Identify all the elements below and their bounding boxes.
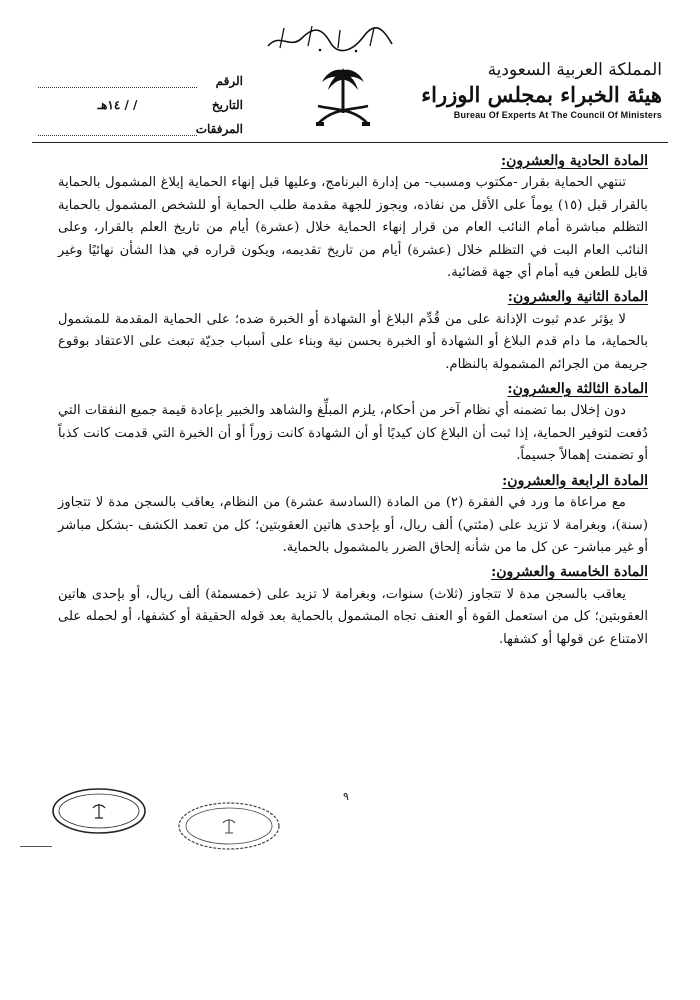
article-text: لا يؤثر عدم ثبوت الإدانة على من قُدِّم البلاغ أو الشهادة أو الخبرة ضده؛ على الحماية المقدمة للمشمول بالحماية، ما دام قدم البلاغ أو الشهادة أو الخبرة بحسن نية وبناء على أسباب جديّة تبعث على الاعتقاد بوقوع جريمة من الجرائم المشمولة بالنظام.	[58, 311, 648, 372]
article-heading: المادة الخامسة والعشرون:	[491, 564, 648, 581]
bismillah-glyph	[260, 22, 400, 56]
article-heading: المادة الثالثة والعشرون:	[507, 381, 648, 398]
article-23	[58, 378, 648, 468]
organization-name-english: Bureau Of Experts At The Council Of Ministers	[453, 110, 662, 120]
article-text: مع مراعاة ما ورد في الفقرة (٢) من المادة (السادسة عشرة) من النظام، يعاقب بالسجن مدة لا تتجاوز (سنة)، وبغرامة لا تزيد على (مئتي) ألف ريال، أو بإحدى هاتين العقوبتين؛ كل من تعمد الكشف -بشكل مباشر أو غير مباشر- عن كل ما من شأنه إلحاق الضرر بالمشمول بالحماية.	[58, 495, 648, 555]
article-22	[58, 286, 648, 376]
date-row	[38, 88, 243, 112]
attachments-label: المرفقات	[195, 122, 243, 136]
date-label: التاريخ	[211, 98, 243, 112]
header-divider	[32, 142, 668, 143]
official-stamp-2	[175, 800, 283, 852]
article-21	[58, 150, 648, 284]
organization-name: هيئة الخبراء بمجلس الوزراء	[421, 82, 662, 107]
article-25	[58, 561, 648, 651]
number-label: الرقم	[215, 74, 243, 88]
document-body	[58, 150, 648, 653]
number-field	[38, 75, 197, 88]
saudi-emblem-icon	[312, 64, 374, 134]
article-heading: المادة الحادية والعشرون:	[500, 153, 648, 169]
bismillah-calligraphy	[260, 22, 400, 56]
date-value: / / ١٤هـ	[97, 98, 138, 112]
organization-block	[412, 60, 662, 120]
attachments-field	[38, 123, 197, 136]
article-24	[58, 470, 648, 560]
corner-mark	[20, 846, 52, 847]
article-heading: المادة الرابعة والعشرون:	[502, 472, 648, 489]
article-text: يعاقب بالسجن مدة لا تتجاوز (ثلاث) سنوات، وبغرامة لا تزيد على (خمسمئة) ألف ريال، أو بإحدى هاتين العقوبتين؛ كل من استعمل القوة أو العنف تجاه المشمول بالحماية بعد قوله الحقيقة أو كشفها، أو لحمله على الامتناع عن قولها أو كشفها.	[58, 586, 648, 647]
kingdom-name: المملكة العربية السعودية	[487, 60, 662, 80]
attachments-row	[38, 112, 243, 136]
article-heading: المادة الثانية والعشرون:	[507, 289, 648, 306]
number-row	[38, 64, 243, 88]
official-stamp-1	[50, 786, 148, 836]
article-text: تنتهي الحماية بقرار -مكتوب ومسبب- من إدارة البرنامج، وعليها قبل إنهاء الحماية إبلاغ المشمول بالحماية بالقرار قبل (١٥) يوماً على الأقل من نفاذه، ويجوز للجهة مقدمة طلب الحماية أو للشخص المشمول بالحماية التظلم مباشرة أمام النائب العام من قرار إنهاء الحماية خلال (عشرة) أيام من تاريخ العلم بالقرار، وعلى النائب العام البت في التظلم خلال (عشرة) أيام من تاريخ تقديمه، ويكون قراره في هذا الشأن نهائيًا وغير قابل للطعن فيه أمام أي جهة قضائية.	[58, 175, 648, 281]
page-number: ٩	[343, 790, 349, 803]
reference-block	[38, 64, 243, 136]
article-text: دون إخلال بما تضمنه أي نظام آخر من أحكام، يلزم المبلِّغ والشاهد والخبير بإعادة قيمة جميع النفقات التي دُفعت لتوفير الحماية، إذا ثبت أن البلاغ كان كيديًا أو أن الشهادة كانت زوراً أو أن الخبرة التي قدمت كانت كذباً أو تضمنت إهمالاً جسيماً.	[58, 403, 648, 464]
